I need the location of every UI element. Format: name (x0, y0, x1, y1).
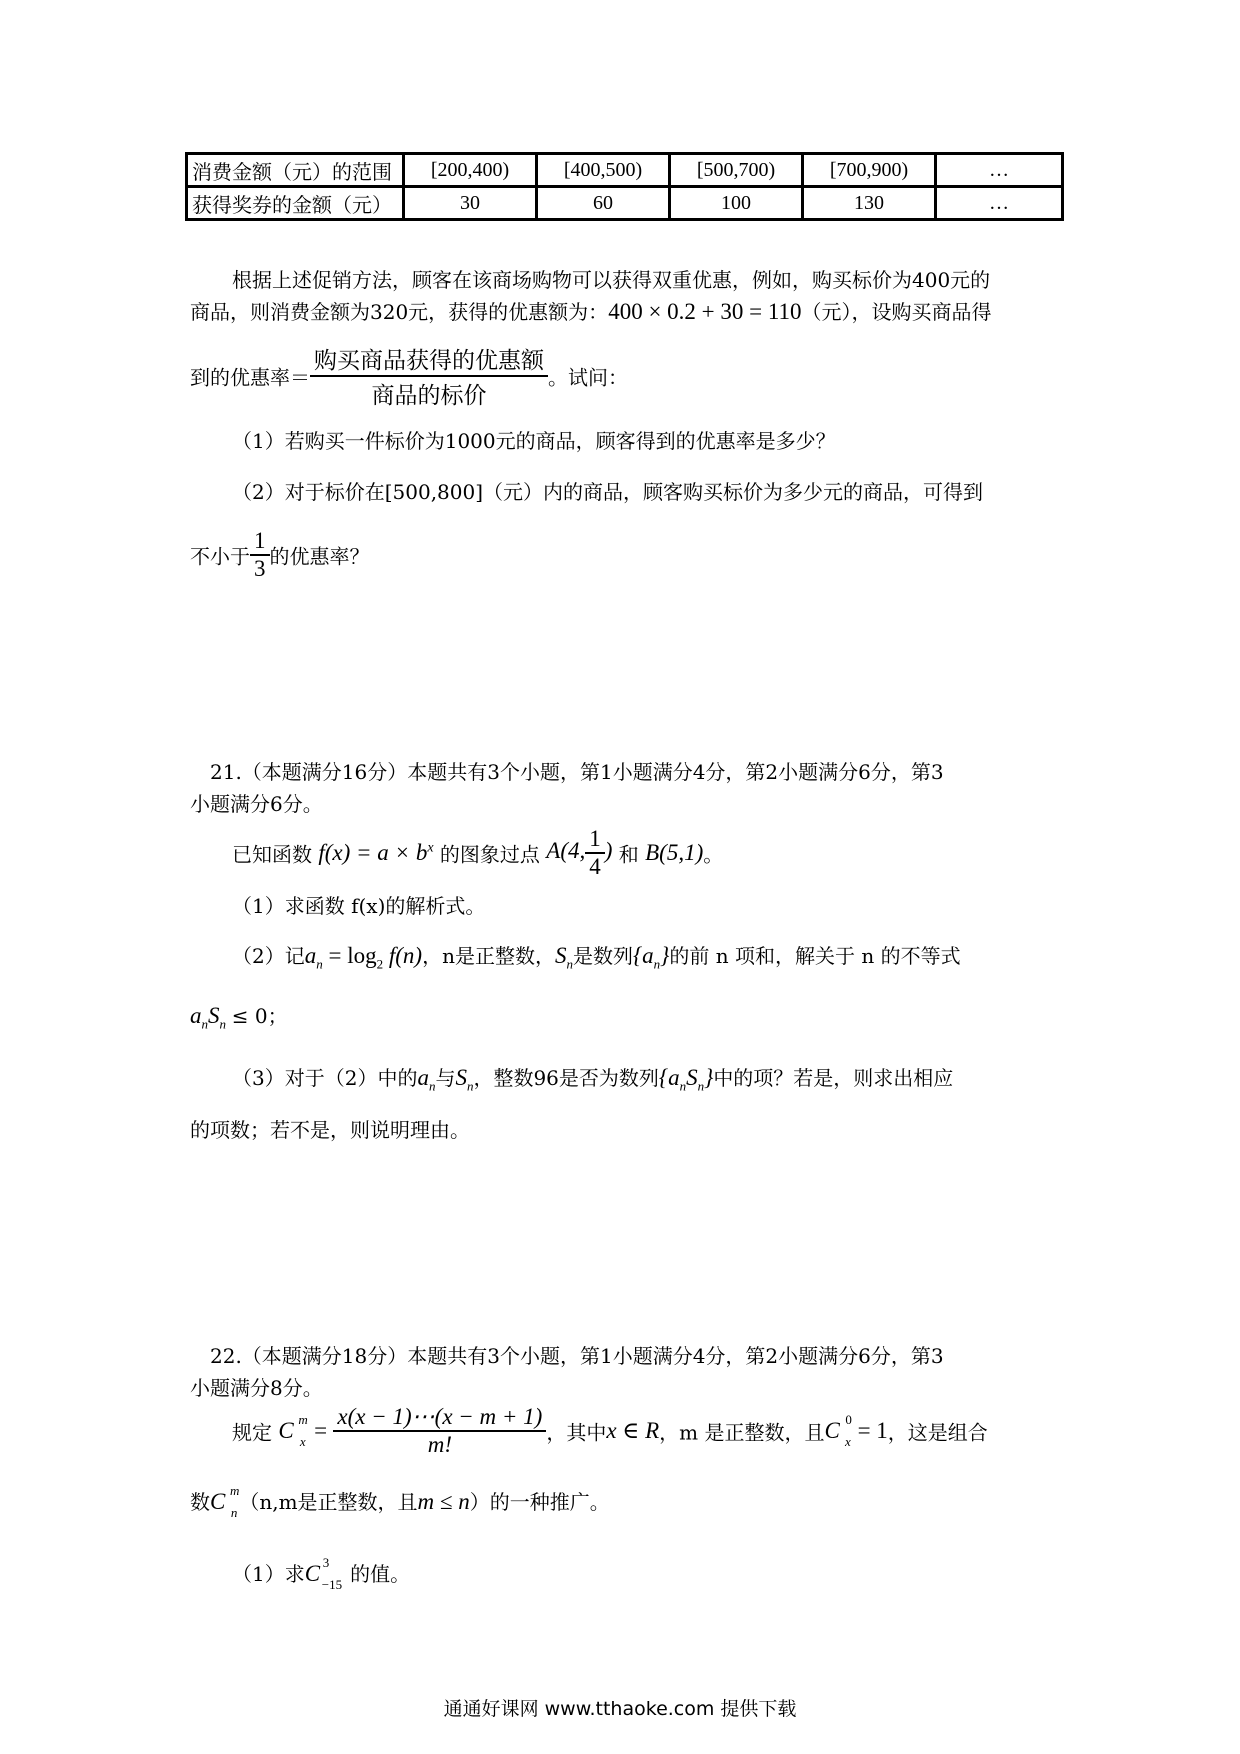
denominator: m! (427, 1432, 453, 1457)
text: ，n是正整数， (422, 944, 555, 968)
p20-q1: （1）若购买一件标价为1000元的商品，顾客得到的优惠率是多少？ (232, 429, 836, 453)
text: （n,m是正整数，且 (239, 1490, 418, 1514)
superscript: m (229, 1483, 240, 1498)
p21-q2-line2 (190, 1000, 288, 1033)
table-cell: 130 (803, 187, 936, 220)
combination-symbol (210, 1483, 240, 1520)
subscript: n (566, 956, 573, 972)
table-cell: [500,700) (670, 154, 803, 187)
p22-definition (232, 1404, 988, 1458)
text: = 1 (851, 1418, 888, 1443)
p22-line2 (190, 1483, 610, 1520)
combination-symbol (304, 1555, 350, 1592)
table-cell: [700,900) (803, 154, 936, 187)
text: f(x) = a × b (318, 840, 428, 865)
numerator: 购买商品获得的优惠额 (310, 342, 548, 377)
p21-given (232, 826, 723, 880)
fraction (310, 342, 548, 410)
text: 商品，则消费金额为320元，获得的优惠额为： (190, 300, 609, 324)
text: 已知函数 (232, 842, 312, 867)
combination-symbol (278, 1412, 308, 1449)
text: ）的一种推广。 (469, 1490, 610, 1514)
superscript: 3 (322, 1555, 330, 1570)
subscript: n (466, 1078, 474, 1094)
subscript: 2 (376, 956, 384, 972)
text: S (208, 1003, 220, 1028)
combination-symbol (824, 1412, 852, 1449)
text: （1）求 (232, 1562, 305, 1586)
text: （元），设购买商品得 (801, 300, 992, 324)
formula (632, 943, 670, 972)
table-cell: … (936, 154, 1063, 187)
subscript: n (697, 1078, 705, 1094)
text: S (554, 943, 567, 968)
text: C (210, 1489, 226, 1514)
text: C (278, 1418, 294, 1443)
text: A(4, (546, 838, 586, 864)
formula (455, 1065, 474, 1094)
text: a (417, 1065, 429, 1090)
subscript: n (230, 1505, 238, 1520)
text: ，其中 (546, 1420, 607, 1445)
p21-header-line1: 21.（本题满分16分）本题共有3个小题，第1小题满分4分，第2小题满分6分，第3 (210, 760, 944, 784)
text: 是数列 (572, 944, 633, 968)
p20-q2-line1: （2）对于标价在[500,800]（元）内的商品，顾客购买标价为多少元的商品，可得到 (232, 480, 984, 504)
text: } (660, 943, 670, 968)
text: a (304, 943, 317, 968)
numerator: 1 (250, 528, 270, 556)
text: 的优惠率？ (269, 544, 370, 569)
text: S (455, 1065, 467, 1090)
p21-q3-line1 (232, 1062, 953, 1095)
subscript: n (219, 1016, 226, 1032)
text: ≤ 0； (231, 1004, 288, 1028)
subscript: −15 (321, 1577, 343, 1592)
denominator: 商品的标价 (371, 383, 487, 409)
exponent: x (427, 840, 434, 856)
point-a (546, 826, 613, 879)
p22-header-line2: 小题满分8分。 (190, 1376, 323, 1400)
text: 。 (703, 842, 724, 867)
p20-q2-line2 (190, 528, 370, 582)
superscript: m (298, 1412, 308, 1427)
subscript: n (653, 956, 661, 972)
fraction (333, 1404, 546, 1458)
text: 和 (618, 842, 639, 867)
text: = log (322, 943, 377, 968)
text: 的图象过点 (439, 842, 540, 867)
table-cell: [400,500) (537, 154, 670, 187)
table-cell: 获得奖券的金额（元） (187, 187, 404, 220)
formula (658, 1065, 714, 1094)
text: {a (658, 1065, 680, 1090)
subscript: n (428, 1078, 436, 1094)
subscript: n (316, 956, 323, 972)
text: a (190, 1003, 202, 1028)
p22-q1 (232, 1555, 411, 1592)
text: ) (604, 838, 613, 864)
formula (554, 943, 573, 972)
table-cell: [200,400) (404, 154, 537, 187)
text: （3）对于（2）中的 (232, 1066, 418, 1090)
point-b: B(5,1) (645, 840, 704, 865)
subscript: x (299, 1434, 306, 1449)
subscript: n (679, 1078, 687, 1094)
formula (304, 943, 423, 972)
text: C (304, 1561, 321, 1586)
text: S (686, 1065, 698, 1090)
formula: x ∈ R (606, 1418, 660, 1443)
text: ，m 是正整数，且 (659, 1420, 825, 1445)
denominator: 4 (589, 854, 601, 879)
table-cell: 60 (537, 187, 670, 220)
p20-intro-line1: 根据上述促销方法，顾客在该商场购物可以获得双重优惠，例如，购买标价为400元的 (232, 268, 991, 292)
text: 数 (190, 1490, 210, 1514)
table-row (187, 187, 1063, 220)
p20-intro-line2 (190, 296, 992, 325)
numerator: 1 (585, 826, 605, 854)
text: = (314, 1418, 328, 1443)
table-row (187, 154, 1063, 187)
denominator: 3 (254, 556, 266, 581)
promotion-table (185, 152, 1064, 221)
formula: 400 × 0.2 + 30 = 110 (608, 299, 802, 324)
formula (190, 1003, 232, 1032)
p21-q2-line1 (232, 940, 961, 973)
subscript: x (845, 1434, 851, 1449)
text: （2）记 (232, 944, 305, 968)
table-cell: 消费金额（元）的范围 (187, 154, 404, 187)
formula (417, 1065, 436, 1094)
p21-q3-line2: 的项数；若不是，则说明理由。 (190, 1118, 470, 1142)
superscript: 0 (845, 1412, 852, 1427)
text: 。试问： (548, 365, 628, 390)
text: 不小于 (190, 544, 250, 569)
text: 的前 n 项和，解关于 n 的不等式 (669, 944, 961, 968)
p20-rate-definition (190, 342, 628, 410)
text: ，整数96是否为数列 (473, 1066, 659, 1090)
text: {a (632, 943, 654, 968)
text: 规定 (232, 1420, 272, 1445)
text: 到的优惠率＝ (190, 365, 310, 390)
formula: m ≤ n (417, 1489, 470, 1514)
table-cell: … (936, 187, 1063, 220)
table-cell: 100 (670, 187, 803, 220)
text: C (824, 1418, 840, 1443)
text: 与 (435, 1066, 456, 1090)
table-cell: 30 (404, 187, 537, 220)
text: ，这是组合 (887, 1420, 988, 1445)
fraction (250, 528, 270, 582)
p22-header-line1: 22.（本题满分18分）本题共有3个小题，第1小题满分4分，第2小题满分6分，第3 (210, 1344, 944, 1368)
numerator: x(x − 1)⋯(x − m + 1) (333, 1404, 546, 1432)
fraction (585, 826, 605, 880)
text: f(n) (383, 943, 423, 968)
text: 的值。 (350, 1562, 411, 1586)
subscript: n (201, 1016, 208, 1032)
text: } (704, 1065, 714, 1090)
p21-q1: （1）求函数 f(x)的解析式。 (232, 894, 486, 918)
text: 中的项？若是，则求出相应 (713, 1066, 954, 1090)
function (318, 840, 433, 865)
footer-text: 通通好课网 www.tthaoke.com 提供下载 (443, 1698, 797, 1720)
p21-header-line2: 小题满分6分。 (190, 792, 323, 816)
